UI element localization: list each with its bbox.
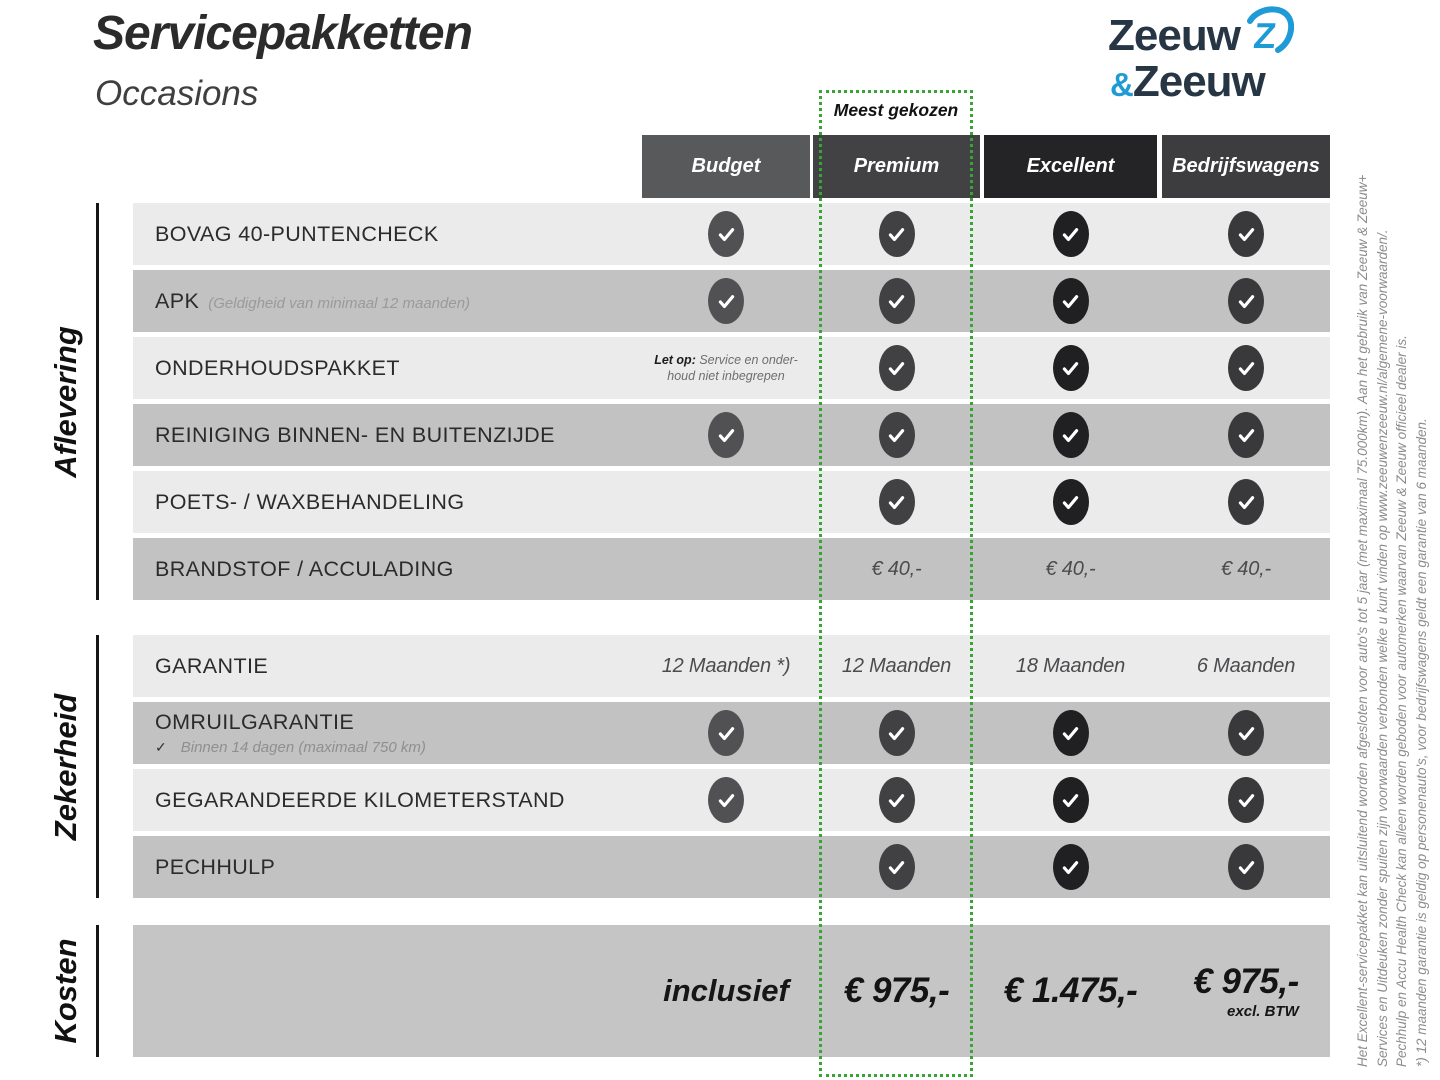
check-badge <box>708 412 744 458</box>
cell-note: Let op: Service en onder- houd niet inbegrepen <box>654 353 798 383</box>
section-aflevering <box>48 203 1330 600</box>
check-badge <box>1228 710 1264 756</box>
row-sub-note: ✓ Binnen 14 dagen (maximaal 750 km) <box>155 739 426 756</box>
logo-line2 <box>1110 59 1294 108</box>
check-icon <box>716 425 737 446</box>
cell-bedrijfswagens <box>1162 471 1330 533</box>
section-label-aflevering: Aflevering <box>48 325 83 478</box>
check-icon <box>886 291 907 312</box>
row-label <box>155 769 565 831</box>
check-icon <box>886 790 907 811</box>
cell-budget <box>642 635 810 697</box>
cell-budget <box>642 836 810 898</box>
check-icon <box>716 224 737 245</box>
cell-budget <box>642 404 810 466</box>
row-title: BOVAG 40-PUNTENCHECK <box>155 221 439 246</box>
row-label-text <box>155 788 565 813</box>
section-label-zekerheid: Zekerheid <box>48 693 83 840</box>
check-icon <box>1236 492 1257 513</box>
table-row <box>133 538 1330 600</box>
cell-excellent <box>984 203 1157 265</box>
check-badge <box>1053 345 1089 391</box>
logo-word2: Zeeuw <box>1132 57 1265 106</box>
section-label-kosten: Kosten <box>48 938 83 1044</box>
check-icon <box>1236 790 1257 811</box>
fine-print-line: Services en Uitdeuken zonder spuiten zijn voorwaarden verbonden welke u kunt vinden op www.zeeuwenzeeuw.nl/algemene-voorwaarden/. <box>1374 229 1390 1067</box>
fine-print <box>1353 127 1431 1067</box>
cell-budget <box>642 270 810 332</box>
row-label <box>155 702 426 764</box>
check-icon <box>886 492 907 513</box>
table-row <box>133 769 1330 831</box>
cell-budget <box>642 769 810 831</box>
cell-budget <box>642 337 810 399</box>
cost-price <box>844 971 949 1011</box>
row-label <box>155 538 454 600</box>
check-icon <box>1060 425 1081 446</box>
cell-bedrijfswagens <box>1162 836 1330 898</box>
check-badge <box>879 777 915 823</box>
brand-logo <box>1108 6 1294 108</box>
check-icon <box>716 723 737 744</box>
service-packages-table <box>48 135 1330 1065</box>
fine-print-line: Het Excellent-servicepakket kan uitsluitend worden afgesloten voor auto's tot 5 jaar (met maximaal 75.000km). Aan het gebruik van Zeeuw & Zeeuw+ <box>1355 174 1370 1067</box>
check-badge <box>1228 211 1264 257</box>
cost-price <box>1193 962 1298 1020</box>
row-label <box>155 836 275 898</box>
cell-premium <box>813 471 980 533</box>
table-row <box>133 404 1330 466</box>
table-row <box>133 203 1330 265</box>
cell-bedrijfswagens <box>1162 538 1330 600</box>
row-title: ONDERHOUDSPAKKET <box>155 355 400 380</box>
cell-bedrijfswagens <box>1162 404 1330 466</box>
cell-premium <box>813 404 980 466</box>
check-badge <box>879 345 915 391</box>
check-badge <box>879 278 915 324</box>
check-badge <box>1053 412 1089 458</box>
row-title: POETS- / WAXBEHANDELING <box>155 489 465 514</box>
column-header-excellent: Excellent <box>984 135 1157 198</box>
logo-ampersand: & <box>1110 66 1133 103</box>
cell-excellent <box>984 538 1157 600</box>
cell-excellent <box>984 702 1157 764</box>
check-badge <box>1053 479 1089 525</box>
check-icon <box>1060 291 1081 312</box>
check-icon <box>886 425 907 446</box>
fine-print-line: *) 12 maanden garantie is geldig op personenauto's, voor bedrijfswagens geldt een garantie van 6 maanden. <box>1413 418 1429 1067</box>
cell-budget <box>642 471 810 533</box>
column-header-premium: Premium <box>813 135 980 198</box>
cell-bedrijfswagens <box>1162 203 1330 265</box>
section-zekerheid <box>48 635 1330 898</box>
cost-cell-excellent <box>984 925 1157 1057</box>
check-badge <box>708 278 744 324</box>
row-title: BRANDSTOF / ACCULADING <box>155 556 454 581</box>
check-badge <box>1228 345 1264 391</box>
cell-value: 12 Maanden *) <box>661 654 791 677</box>
check-badge <box>879 479 915 525</box>
page-title: Servicepakketten <box>93 7 472 60</box>
cell-premium <box>813 203 980 265</box>
row-label-text <box>155 855 275 880</box>
cell-budget <box>642 702 810 764</box>
cost-price <box>1004 971 1138 1011</box>
svg-text:Z: Z <box>1251 15 1277 56</box>
cell-excellent <box>984 769 1157 831</box>
check-icon <box>1236 291 1257 312</box>
check-badge <box>879 211 915 257</box>
cost-value: € 975,- <box>1193 962 1299 1001</box>
cell-excellent <box>984 471 1157 533</box>
cost-cell-budget <box>642 925 810 1057</box>
cell-premium <box>813 836 980 898</box>
cell-excellent <box>984 635 1157 697</box>
row-title: GEGARANDEERDE KILOMETERSTAND <box>155 787 565 812</box>
row-label-text <box>155 490 464 515</box>
check-icon <box>716 790 737 811</box>
row-label <box>155 635 268 697</box>
cell-bedrijfswagens <box>1162 635 1330 697</box>
check-badge <box>1228 777 1264 823</box>
cost-value: inclusief <box>663 973 789 1008</box>
check-badge <box>1228 278 1264 324</box>
row-label-text <box>155 289 470 314</box>
small-check-icon: ✓ <box>155 739 167 755</box>
row-label-text <box>155 222 439 247</box>
cell-bedrijfswagens <box>1162 270 1330 332</box>
check-icon <box>1060 790 1081 811</box>
cell-premium <box>813 337 980 399</box>
row-label <box>155 471 464 533</box>
cell-value: € 40,- <box>871 557 922 580</box>
row-label <box>155 270 470 332</box>
cell-premium <box>813 270 980 332</box>
costs-row <box>48 925 1330 1057</box>
page-subtitle: Occasions <box>95 74 259 113</box>
check-icon <box>716 291 737 312</box>
check-badge <box>1053 278 1089 324</box>
row-title: PECHHULP <box>155 854 276 879</box>
note-bold: Let op: <box>654 353 700 367</box>
check-icon <box>1060 492 1081 513</box>
check-icon <box>1060 224 1081 245</box>
table-row <box>133 702 1330 764</box>
check-icon <box>1060 857 1081 878</box>
check-badge <box>708 777 744 823</box>
table-row <box>133 270 1330 332</box>
cell-value: 12 Maanden <box>841 654 952 677</box>
cell-bedrijfswagens <box>1162 702 1330 764</box>
check-icon <box>1236 358 1257 379</box>
row-label-text <box>155 557 454 582</box>
check-icon <box>1236 224 1257 245</box>
table-row <box>133 471 1330 533</box>
section-divider-line <box>96 925 99 1057</box>
table-row <box>133 337 1330 399</box>
cost-sub-note: excl. BTW <box>1227 1003 1299 1020</box>
cell-bedrijfswagens <box>1162 337 1330 399</box>
row-title: APK <box>155 288 200 313</box>
table-row <box>133 836 1330 898</box>
cell-budget <box>642 538 810 600</box>
cost-cell-premium <box>813 925 980 1057</box>
row-label-text <box>155 423 555 448</box>
section-divider-line <box>96 203 99 600</box>
check-icon <box>1236 723 1257 744</box>
cell-value: 6 Maanden <box>1196 654 1296 677</box>
logo-line1 <box>1108 6 1294 59</box>
z-swoosh-icon <box>1242 6 1294 58</box>
check-icon <box>886 224 907 245</box>
cell-excellent <box>984 270 1157 332</box>
row-label <box>155 203 439 265</box>
cell-premium <box>813 635 980 697</box>
row-label-text <box>155 710 426 735</box>
check-icon <box>886 723 907 744</box>
check-badge <box>879 412 915 458</box>
check-badge <box>1228 412 1264 458</box>
cell-excellent <box>984 337 1157 399</box>
check-icon <box>886 857 907 878</box>
check-badge <box>879 844 915 890</box>
row-label <box>155 404 555 466</box>
cell-premium <box>813 702 980 764</box>
cell-budget <box>642 203 810 265</box>
row-title: OMRUILGARANTIE <box>155 710 355 734</box>
cost-value: € 1.475,- <box>1003 971 1138 1010</box>
check-badge <box>1228 844 1264 890</box>
cell-value: € 40,- <box>1221 557 1271 580</box>
cell-premium <box>813 769 980 831</box>
cost-value: € 975,- <box>843 971 950 1010</box>
cell-value: 18 Maanden <box>1015 654 1126 677</box>
check-badge <box>1053 710 1089 756</box>
logo-word1: Zeeuw <box>1108 11 1240 60</box>
cost-inclusive <box>663 973 789 1009</box>
table-row <box>133 635 1330 697</box>
check-badge <box>708 710 744 756</box>
row-title: REINIGING BINNEN- EN BUITENZIJDE <box>155 422 555 447</box>
check-badge <box>879 710 915 756</box>
fine-print-line: Pechhulp en Accu Health Check kan alleen worden geboden voor automerken waarvan Zeeuw & Zeeuw officieel dealer is. <box>1394 335 1409 1067</box>
cost-cell-bedrijfswagens <box>1162 925 1330 1057</box>
row-label-text <box>155 356 400 381</box>
check-badge <box>1053 777 1089 823</box>
cell-bedrijfswagens <box>1162 769 1330 831</box>
cell-value: € 40,- <box>1045 557 1096 580</box>
most-chosen-badge: Meest gekozen <box>828 99 964 122</box>
row-label <box>155 337 400 399</box>
check-icon <box>1236 425 1257 446</box>
column-header-bedrijfswagens: Bedrijfswagens <box>1162 135 1330 198</box>
check-icon <box>886 358 907 379</box>
check-badge <box>1228 479 1264 525</box>
check-icon <box>1236 857 1257 878</box>
section-divider-line <box>96 635 99 898</box>
check-icon <box>1060 723 1081 744</box>
check-icon <box>1060 358 1081 379</box>
row-label-text <box>155 654 268 679</box>
column-header-budget: Budget <box>642 135 810 198</box>
check-badge <box>1053 844 1089 890</box>
check-badge <box>1053 211 1089 257</box>
row-inline-note: (Geldigheid van minimaal 12 maanden) <box>208 294 471 312</box>
cell-excellent <box>984 836 1157 898</box>
row-title: GARANTIE <box>155 653 269 678</box>
cell-excellent <box>984 404 1157 466</box>
check-badge <box>708 211 744 257</box>
cell-premium <box>813 538 980 600</box>
